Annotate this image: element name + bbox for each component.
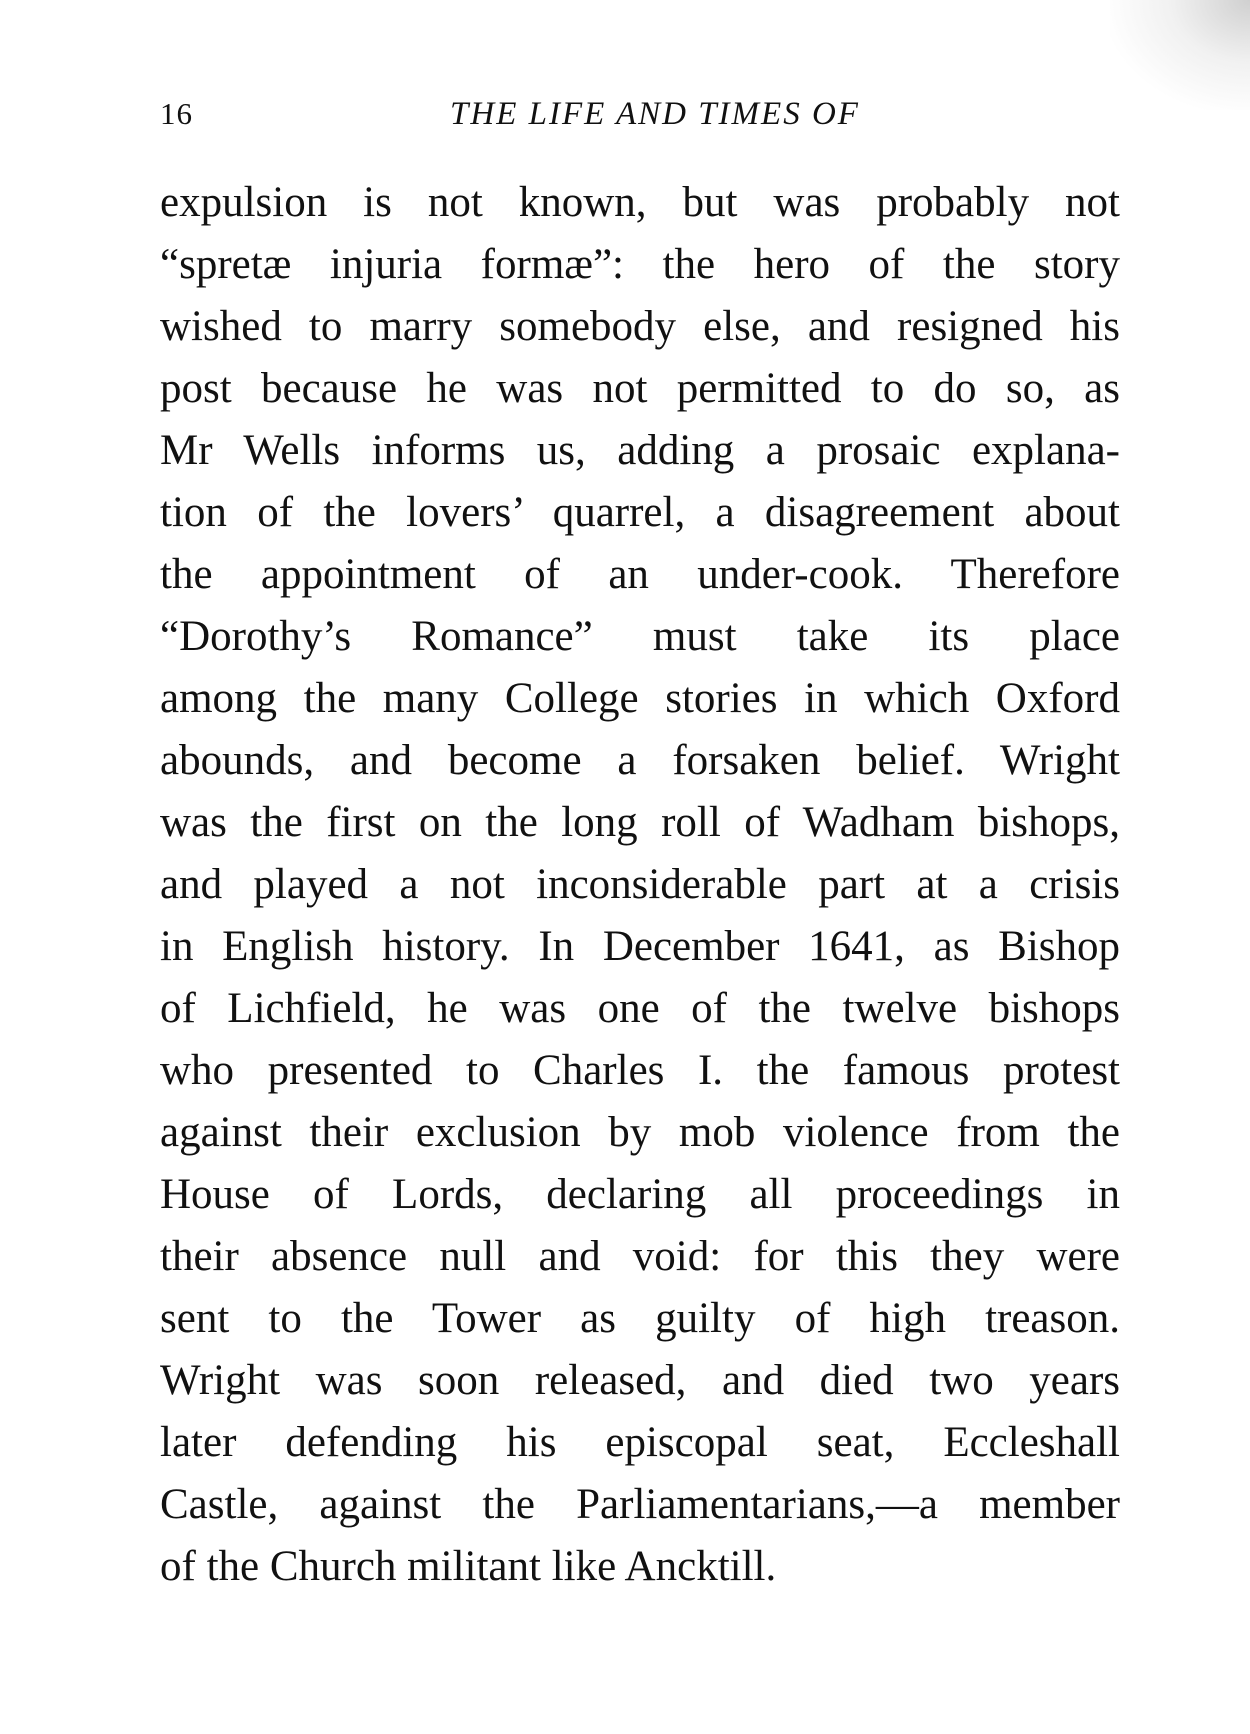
text-line: Wright was soon released, and died two years <box>160 1357 1120 1404</box>
text-line: post because he was not permitted to do so, as <box>160 365 1120 412</box>
text-line: and played a not inconsiderable part at a crisis <box>160 861 1120 908</box>
text-line: of the Church militant like Ancktill. <box>160 1543 777 1590</box>
text-line: Mr Wells informs us, adding a prosaic explana- <box>160 427 1120 474</box>
text-line: in English history. In December 1641, as Bishop <box>160 923 1120 970</box>
text-line: against their exclusion by mob violence from the <box>160 1109 1120 1156</box>
text-line: abounds, and become a forsaken belief. Wright <box>160 737 1120 784</box>
page-number: 16 <box>160 96 193 131</box>
text-line: of Lichfield, he was one of the twelve bishops <box>160 985 1120 1032</box>
text-line: among the many College stories in which Oxford <box>160 675 1120 722</box>
page-corner-foxing <box>1110 0 1250 110</box>
text-line: wished to marry somebody else, and resigned his <box>160 303 1120 350</box>
text-line: expulsion is not known, but was probably not <box>160 179 1120 226</box>
text-line: Castle, against the Parliamentarians,—a member <box>160 1481 1120 1528</box>
running-head: THE LIFE AND TIMES OF <box>450 96 860 132</box>
text-line: tion of the lovers’ quarrel, a disagreement about <box>160 489 1120 536</box>
page-header <box>160 96 1120 146</box>
text-line: was the first on the long roll of Wadham bishops, <box>160 799 1120 846</box>
body-paragraph <box>160 172 1120 1598</box>
text-line: sent to the Tower as guilty of high treason. <box>160 1295 1120 1342</box>
text-line: House of Lords, declaring all proceedings in <box>160 1171 1120 1218</box>
text-line: the appointment of an under-cook. Therefore <box>160 551 1120 598</box>
text-line: who presented to Charles I. the famous protest <box>160 1047 1120 1094</box>
text-line: their absence null and void: for this they were <box>160 1233 1120 1280</box>
text-line: “spretæ injuria formæ”: the hero of the story <box>160 241 1120 288</box>
text-line: “Dorothy’s Romance” must take its place <box>160 613 1120 660</box>
text-line: later defending his episcopal seat, Eccleshall <box>160 1419 1120 1466</box>
